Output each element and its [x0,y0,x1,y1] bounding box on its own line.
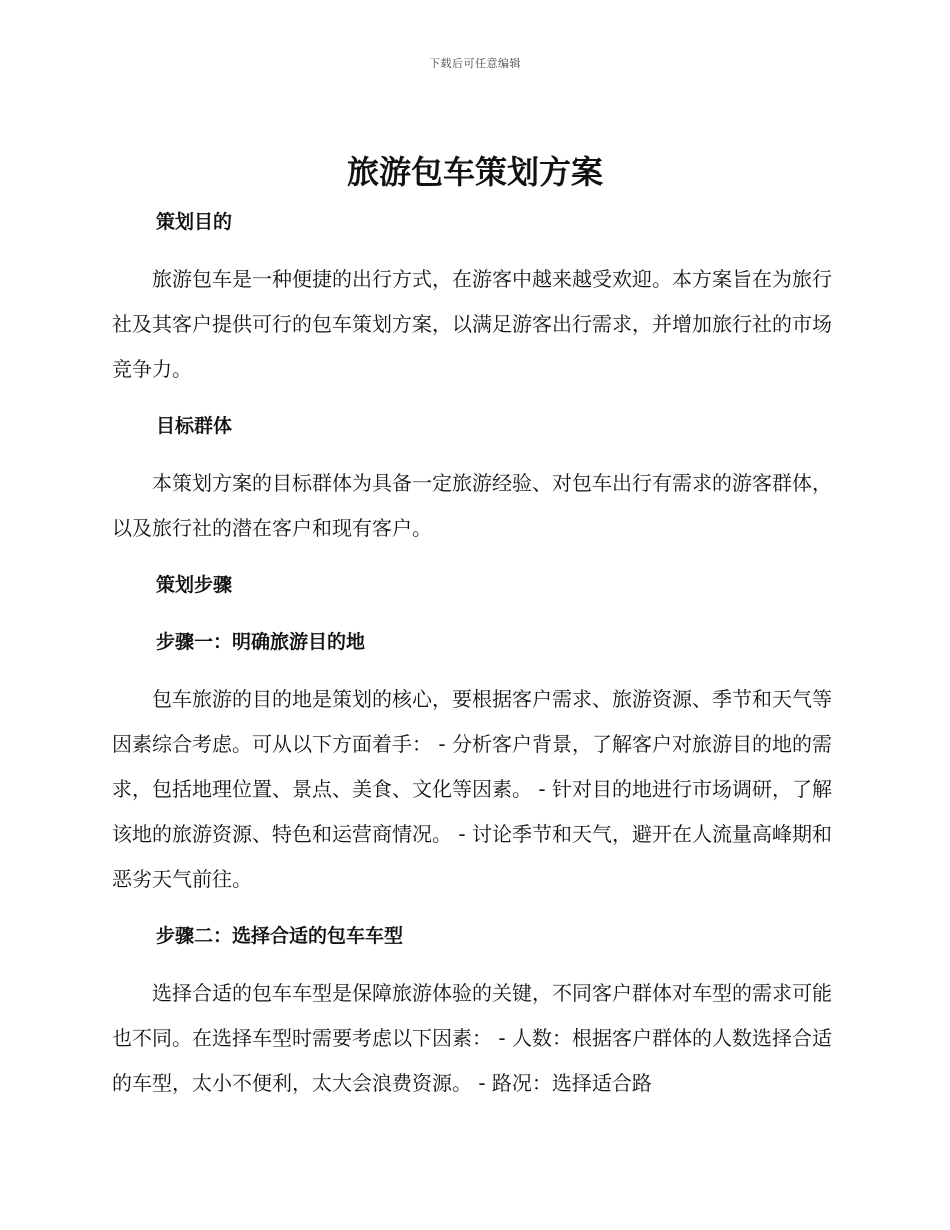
document-title: 旅游包车策划方案 [346,153,603,191]
paragraph-step2: 选择合适的包车车型是保障旅游体验的关键，不同客户群体对车型的需求可能也不同。在选择车型时需要考虑以下因素： - 人数：根据客户群体的人数选择合适的车型，太小不便利，太大会浪费资源。 - 路况：选择适合路 [112,981,832,1095]
section-heading-purpose: 策划目的 [156,211,233,233]
document-body [112,200,832,1118]
paragraph-target: 本策划方案的目标群体为具备一定旅游经验、对包车出行有需求的游客群体，以及旅行社的潜在客户和现有客户。 [112,471,832,540]
section-heading-step2: 步骤二：选择合适的包车车型 [156,925,404,947]
section-heading-target: 目标群体 [156,415,233,437]
paragraph-purpose: 旅游包车是一种便捷的出行方式，在游客中越来越受欢迎。本方案旨在为旅行社及其客户提供可行的包车策划方案，以满足游客出行需求，并增加旅行社的市场竞争力。 [112,267,832,381]
section-heading-steps: 策划步骤 [156,574,233,596]
paragraph-step1: 包车旅游的目的地是策划的核心，要根据客户需求、旅游资源、季节和天气等因素综合考虑。可从以下方面着手： - 分析客户背景，了解客户对旅游目的地的需求，包括地理位置、景点、美食、文化等因素。 - 针对目的地进行市场调研，了解该地的旅游资源、特色和运营商情况。 - 讨论季节和天气，避开在人流量高峰期和恶劣天气前往。 [112,687,832,891]
page-header-note: 下载后可任意编辑 [429,57,521,70]
section-heading-step1: 步骤一：明确旅游目的地 [156,631,366,653]
